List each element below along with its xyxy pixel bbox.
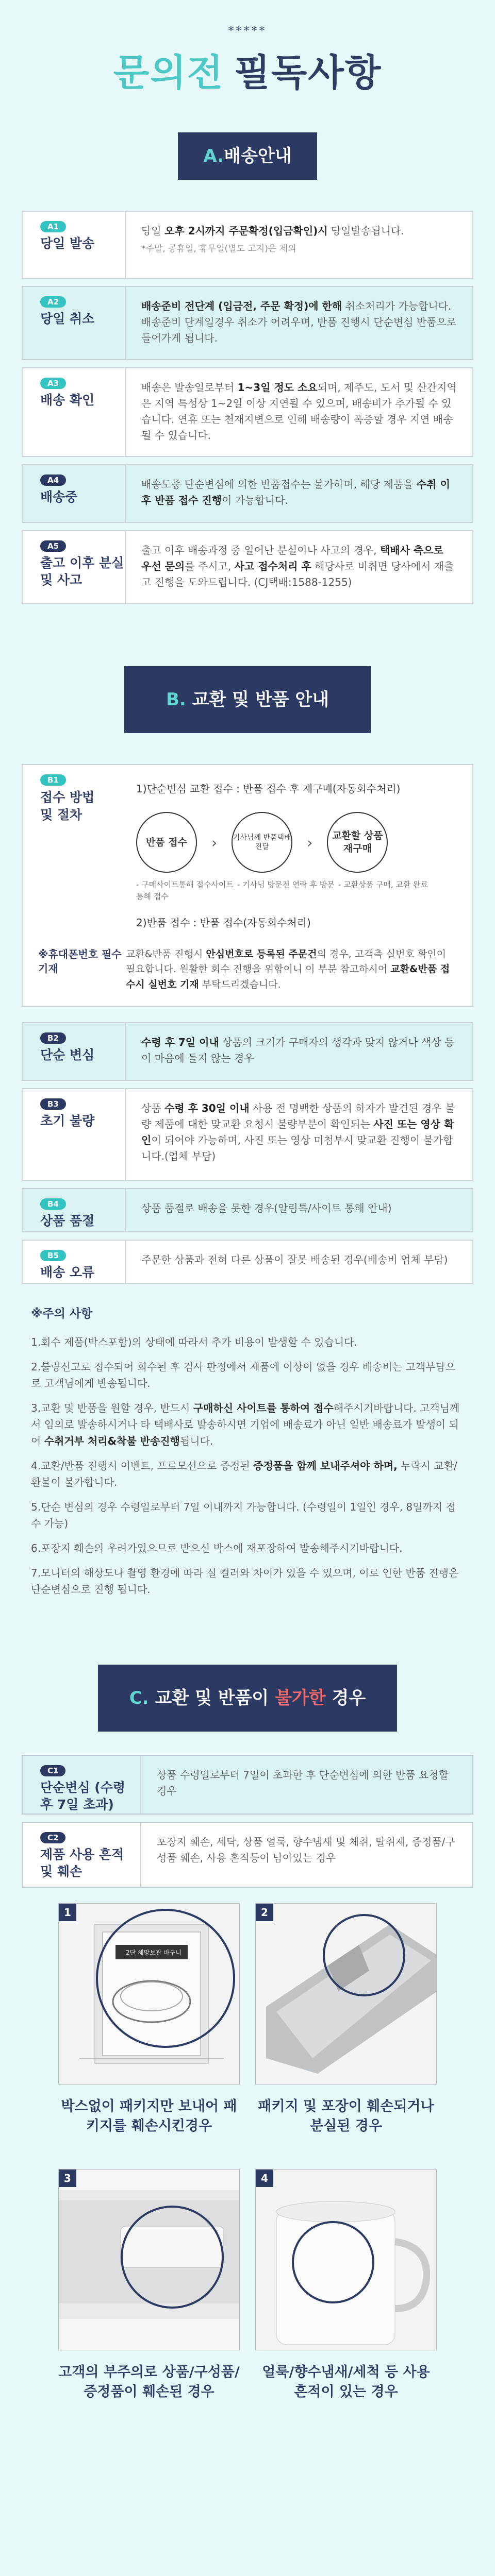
- row-bold-text: 수령 후 30일 이내: [164, 1102, 250, 1115]
- note-item: [31, 1499, 464, 1532]
- label-line: 및 절차: [40, 807, 82, 822]
- section-b-letter: B.: [166, 689, 186, 710]
- row-bold-text: 택배사 측으로 우선 문의: [141, 544, 443, 572]
- code-badge: A3: [40, 378, 66, 389]
- label-line: 접수 방법: [40, 790, 95, 805]
- caution-notes: [31, 1304, 464, 1598]
- row-bold-text: 배송준비 전단계 (입금전, 주문 확정)에 한해: [141, 300, 342, 312]
- highlight-ring: [292, 2221, 374, 2303]
- row-bold-text: 사진 또는 영상 확인: [141, 1118, 454, 1147]
- row-bold-text: 안심번호로 등록된 주문건: [206, 948, 317, 960]
- code-badge: B2: [40, 1032, 66, 1044]
- section-a-letter: A.: [203, 146, 224, 166]
- row-label: 배송 오류: [40, 1265, 95, 1280]
- row-b4: [22, 1188, 473, 1232]
- step-note: - 구매사이트통해 접수사이트 통해 접수: [136, 880, 234, 901]
- row-label: 상품 품절: [40, 1213, 95, 1229]
- note-item: [31, 1458, 464, 1490]
- example-card: [58, 1903, 240, 2154]
- note-text: 7.모니터의 해상도나 촬영 환경에 따라 실 컬러와 차이가 있을 수 있으며, 이로 인한 반품 진행은 단순변심으로 진행 됩니다.: [31, 1567, 459, 1596]
- title-part2: 필독사항: [234, 51, 382, 94]
- code-badge: B3: [40, 1098, 66, 1110]
- row-a3: [22, 367, 473, 457]
- arrow-right-icon: ›: [307, 834, 313, 851]
- step-repurchase: 교환할 상품 재구매: [327, 812, 388, 873]
- package-label: 2단 체망보관 바구니: [126, 1949, 182, 1957]
- highlight-ring: [96, 1909, 235, 2048]
- example-photo: [255, 1903, 437, 2084]
- step-note: - 교환상품 구매, 교환 완료: [338, 880, 428, 889]
- row-note: *주말, 공휴일, 휴무일(별도 고지)은 제외: [141, 244, 296, 254]
- title-part1: 문의전: [113, 51, 224, 94]
- code-badge: B5: [40, 1250, 66, 1261]
- note-text: 4.교환/반품 진행시 이벤트, 프로모션으로 증정된: [31, 1460, 254, 1472]
- card-caption: 얼룩/향수냄새/세척 등 사용 흔적이 있는 경우: [262, 2364, 430, 2400]
- row-bold-text: 수령 후 7일 이내: [141, 1036, 219, 1049]
- row-label: 배송중: [40, 489, 78, 504]
- row-text: 배송도중 단순변심에 의한 반품접수는 불가하며, 해당 제품을: [141, 478, 417, 490]
- row-label: 제품 사용 흔적 및 훼손: [40, 1847, 124, 1879]
- section-c-letter: C.: [129, 1688, 149, 1709]
- row-c2: [22, 1822, 473, 1888]
- row-text: 주문한 상품과 전혀 다른 상품이 잘못 배송된 경우(배송비 업체 부담): [141, 1253, 448, 1266]
- note-text: 5.단순 변심의 경우 수령일로부터 7일 이내까지 가능합니다. (수령일이 1일인 경우, 8일까지 접수 가능): [31, 1501, 456, 1530]
- arrow-right-icon: ›: [211, 834, 218, 851]
- header-stars: *****: [228, 25, 267, 38]
- row-text: 당일발송됩니다.: [327, 225, 404, 237]
- row-text: 상품: [141, 1102, 164, 1115]
- step-notes: [136, 879, 462, 902]
- section-c-title: 교환 및 반품이: [155, 1688, 275, 1709]
- section-c-title-red: 불가한: [275, 1688, 326, 1709]
- note-text: 됩니다.: [179, 1435, 213, 1448]
- delivery-info-list: [22, 211, 473, 604]
- row-bold-text: 1~3일 정도 소요: [237, 381, 318, 394]
- note-item: [31, 1334, 464, 1350]
- row-a4: [22, 464, 473, 523]
- code-badge: A2: [40, 296, 66, 308]
- row-text: 상품 품절로 배송을 못한 경우(알림톡/사이트 통해 안내): [141, 1202, 392, 1215]
- step-return-request: 반품 접수: [136, 812, 197, 873]
- row-label: 당일 취소: [40, 311, 95, 326]
- row-text: 취소처리가 가능합니다. 배송준비 단계일경우 취소가 어려우며, 반품 진행시 단순변심 반품으로 들어가게 됩니다.: [141, 300, 457, 344]
- card-caption: 고객의 부주의로 상품/구성품/증정품이 훼손된 경우: [58, 2364, 240, 2400]
- row-text: 해당사로 비춰면 당사에서 재출고 진행을 도와드립니다. (CJ택배:1588-1255): [141, 560, 454, 588]
- row-a2: [22, 286, 473, 360]
- row-text: 교환&반품 진행시: [126, 948, 206, 960]
- section-b-title: 교환 및 반품 안내: [192, 689, 329, 710]
- note-text: 6.포장지 훼손의 우려가있으므로 받으신 박스에 재포장하여 발송해주시기바랍니다.: [31, 1542, 403, 1555]
- note-text: 누락시 교환/환불이 불가합니다.: [31, 1460, 457, 1489]
- notes-heading: ※주의 사항: [31, 1307, 93, 1321]
- section-b-badge: [124, 666, 371, 733]
- row-text: 당일: [141, 225, 164, 237]
- exchange-cases-list: [22, 1022, 473, 1284]
- step-note: - 기사님 방문전 연락 후 방문: [237, 880, 335, 889]
- note-text: 3.교환 및 반품을 원할 경우, 반드시: [31, 1402, 193, 1415]
- row-text: 배송은 발송일로부터: [141, 381, 238, 394]
- page-title: [0, 43, 495, 96]
- card-caption: 박스없이 패키지만 보내어 패키지를 훼손시킨경우: [61, 2098, 237, 2134]
- code-badge: B4: [40, 1198, 66, 1210]
- row-c1: [22, 1755, 473, 1815]
- row-bold-text: 수취 이후 반품 접수 진행: [141, 478, 450, 506]
- card-caption: 패키지 및 포장이 훼손되거나 분실된 경우: [258, 2098, 434, 2134]
- section-a-badge: [178, 132, 317, 180]
- example-photo: [58, 2169, 240, 2350]
- row-text: 이 되어야 가능하며, 사진 또는 영상 미첨부시 맞교환 진행이 불가합니다.(업체 부담): [141, 1134, 453, 1163]
- code-badge: C1: [40, 1765, 65, 1776]
- code-badge: A4: [40, 474, 66, 486]
- row-label: 단순변심 (수령 후 7일 초과): [40, 1780, 126, 1812]
- note-item: [31, 1565, 464, 1598]
- row-label: 배송 확인: [40, 393, 95, 408]
- card-number: 2: [256, 1904, 273, 1921]
- code-badge: B1: [40, 774, 66, 786]
- note-bold: 수취거부 처리&착불 반송진행: [44, 1435, 180, 1448]
- row-label: 단순 변심: [40, 1047, 95, 1063]
- note-bold: 구매하신 사이트를 통하여 접수: [193, 1402, 334, 1415]
- note-bold: 증정품을 함께 보내주셔야 하며,: [253, 1460, 398, 1472]
- row-bold-text: 사고 접수처리 후: [234, 560, 311, 572]
- example-photo-grid: [58, 1903, 437, 2419]
- card-number: 4: [256, 2170, 273, 2187]
- row-text: 포장지 훼손, 세탁, 상품 얼룩, 향수냄새 및 체취, 탈취제, 증정품/구성품 훼손, 사용 흔적등이 남아있는 경우: [157, 1836, 455, 1865]
- section-c-badge: [98, 1665, 397, 1732]
- process-steps: [136, 812, 462, 873]
- row-b2: [22, 1022, 473, 1081]
- step-courier-pickup: 기사님께 반품택배 전달: [232, 812, 292, 873]
- row-text: 출고 이후 배송과정 중 일어난 분실이나 사고의 경우,: [141, 544, 380, 556]
- example-photo: [58, 1903, 240, 2084]
- row-bold-text: 교환&반품 접수시 실번호 기재: [126, 963, 450, 990]
- code-badge: C2: [40, 1832, 65, 1843]
- row-label: 초기 불량: [40, 1113, 95, 1129]
- highlight-ring: [323, 1914, 405, 1996]
- code-badge: A1: [40, 221, 66, 232]
- row-text: 의 경우, 고객측 실번호 확인이 필요합니다. 원활한 회수 진행을 위함이니 이 부분 참고하시어: [126, 948, 446, 975]
- card-number: 3: [59, 2170, 76, 2187]
- row-label: 당일 발송: [40, 236, 95, 251]
- note-text: 2.불량신고로 접수되어 회수된 후 검사 판정에서 제품에 이상이 없을 경우 배송비는 고객부담으로 고객님에게 반송됩니다.: [31, 1361, 456, 1390]
- note-item: [31, 1540, 464, 1556]
- row-label: 출고 이후 분실 및 사고: [40, 555, 124, 587]
- section-c-title: 경우: [325, 1688, 366, 1709]
- row-b5: [22, 1240, 473, 1284]
- example-photo: [255, 2169, 437, 2350]
- note-item: [31, 1359, 464, 1392]
- row-text: 사용 전 명백한 상품의 하자가 발견된 경우 불량 제품에 대한 맞교환 요청시 불량부분이 확인되는: [141, 1102, 455, 1131]
- card-number: 1: [59, 1904, 76, 1921]
- example-card: [58, 2169, 240, 2419]
- phone-label: ※휴대폰번호 필수 기재: [38, 948, 122, 975]
- no-exchange-list: [22, 1755, 473, 1888]
- row-b3: [22, 1088, 473, 1181]
- row-text: 상품 수령일로부터 7일이 초과한 후 단순변심에 의한 반품 요청할 경우: [157, 1769, 449, 1798]
- phone-required-notice: [23, 947, 472, 992]
- row-text: 를 주시고,: [185, 560, 235, 572]
- section-a-title: 배송안내: [224, 146, 292, 166]
- note-text: 해주시기바랍니다. 고객님께서 임의로 발송하시거나 타 택배사로 발송하시면 기업에 배송료가 아닌 일반 배송료가 발생이 되어: [31, 1402, 460, 1448]
- row-text: 부탁드리겠습니다.: [199, 978, 281, 990]
- row-a5: [22, 530, 473, 604]
- note-text: 1.회수 제품(박스포함)의 상태에 따라서 추가 비용이 발생할 수 있습니다.: [31, 1336, 357, 1349]
- highlight-ring: [121, 2206, 224, 2309]
- row-text: 이 가능합니다.: [222, 494, 288, 506]
- exchange-title: 1)단순변심 교환 접수 : 반품 접수 후 재구매(자동회수처리): [136, 783, 401, 795]
- return-title: 2)반품 접수 : 반품 접수(자동회수처리): [136, 917, 311, 929]
- row-bold-text: 오후 2시까지 주문확정(입금확인)시: [164, 225, 328, 237]
- example-card: [255, 2169, 437, 2419]
- note-item: [31, 1400, 464, 1449]
- code-badge: A5: [40, 540, 66, 552]
- row-text: 상품의 크기가 구매자의 생각과 맞지 않거나 색상 등이 마음에 들지 않는 경우: [141, 1036, 455, 1065]
- exchange-process-box: [22, 764, 473, 1007]
- row-label: [40, 789, 126, 824]
- example-card: [255, 1903, 437, 2154]
- row-a1: [22, 211, 473, 279]
- row-text: 되며, 제주도, 도서 및 산간지역은 지역 특성상 1~2일 이상 지연될 수 있으며, 배송비가 추가될 수 있습니다. 연휴 또는 천재지변으로 인해 배송량이 폭증할 경우 지연 배송될 수 있습니다.: [141, 381, 457, 442]
